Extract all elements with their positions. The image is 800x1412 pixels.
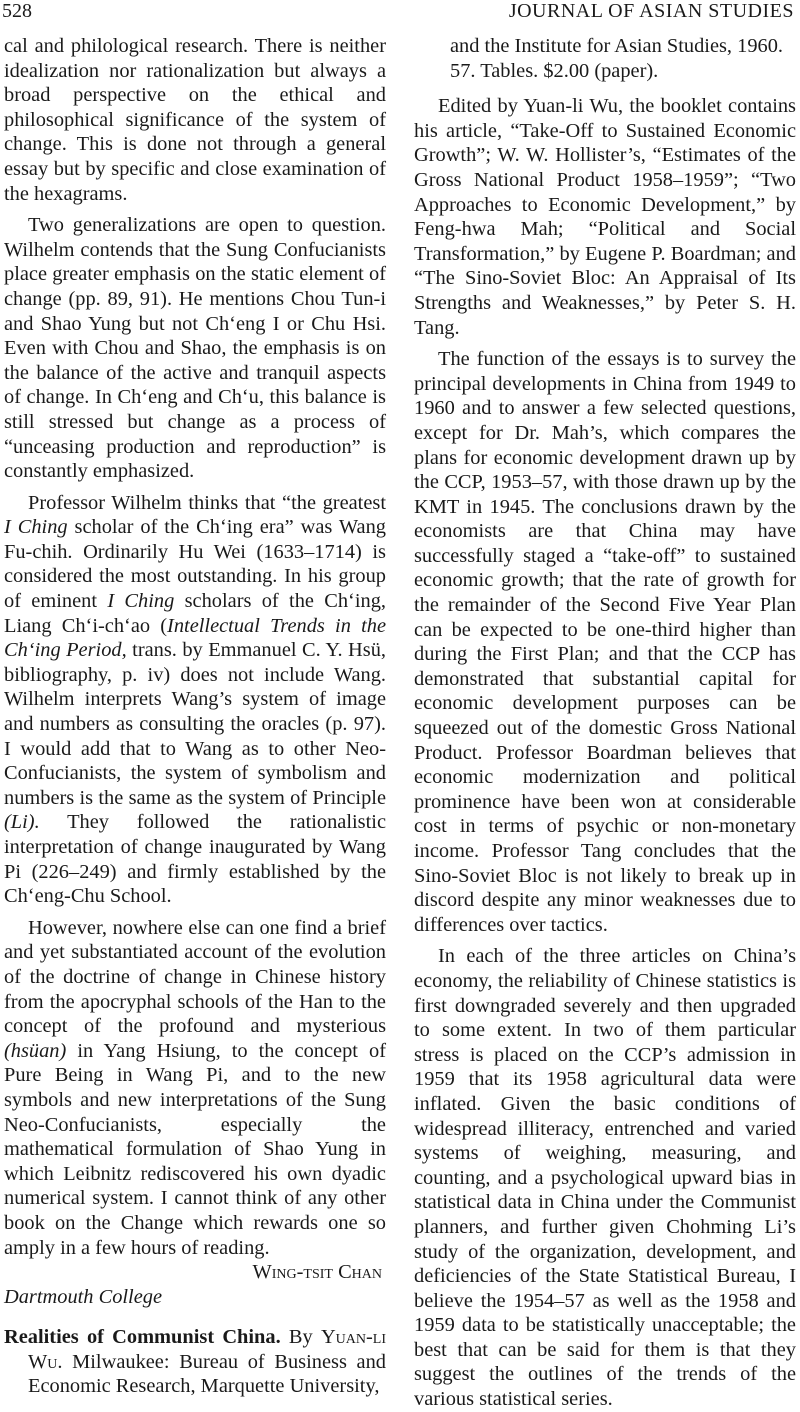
left-column — [4, 34, 386, 1399]
review-heading: Realities of Communist China. By Yuan-li Wu. Milwaukee: Bureau of Business and Economic Research, Marquette University, — [4, 1326, 386, 1398]
page-number: 528 — [2, 0, 32, 22]
publication-details: 57. Tables. $2.00 (paper). — [450, 59, 659, 82]
publication-details: and the Institute for Asian Studies, 1960. — [450, 35, 784, 57]
paragraph: Edited by Yuan-li Wu, the booklet contains his article, “Take-Off to Sustained Economic Growth”; W. W. Hollister’s, “Estimates of the Gross National Product 1958–1959”; “Two Approaches to Economic Development,” by Feng-hwa Mah; “Political and Social Transformation,” by Eugene P. Boardman; and “The Sino-Soviet Bloc: An Appraisal of Its Strengths and Weaknesses,” by Peter S. H. Tang. — [414, 95, 796, 339]
reviewer-signature: Wing-tsit Chan — [252, 1261, 382, 1284]
running-header — [0, 0, 800, 30]
right-column — [414, 34, 796, 1412]
paragraph: Professor Wilhelm thinks that “the greatest I Ching scholar of the Ch‘ing era” was Wang Fu-chih. Ordinarily Hu Wei (1633–1714) is considered the most outstanding. In his group of eminent I Ching scholars of the Ch‘ing, Liang Ch‘i-ch‘ao (Intellectual Trends in the Ch‘ing Period, trans. by Emmanuel C. Y. Hsü, bibliography, p. iv) does not include Wang. Wilhelm interprets Wang’s system of image and numbers as consulting the oracles (p. 97). I would add that to Wang as to other Neo-Confucianists, the system of symbolism and numbers is the same as the system of Principle (Li). They followed the rationalistic interpretation of change inaugurated by Wang Pi (226–249) and firmly established by the Ch‘eng-Chu School. — [4, 491, 386, 908]
paragraph: cal and philological research. There is neither idealization nor rationalization but always a broad perspective on the ethical and philosophical significance of the system of change. This is done not through a general essay but by specific and close examination of the hexagrams. — [4, 35, 386, 205]
reviewer-affiliation: Dartmouth College — [4, 1285, 163, 1308]
book-title: Realities of Communist China. — [4, 1326, 281, 1349]
paragraph: However, nowhere else can one find a brief and yet substantiated account of the evolution of the doctrine of change in Chinese history from the apocryphal schools of the Han to the concept of the profound and mysterious (hsüan) in Yang Hsiung, to the concept of Pure Being in Wang Pi, and to the new symbols and new interpretations of the Sung Neo-Confucianists, especially the mathematical formulation of Shao Yung in which Leibnitz rediscovered his own dyadic numerical system. I cannot think of any other book on the Change which rewards one so amply in a few hours of reading. — [4, 916, 386, 1259]
paragraph: In each of the three articles on China’s economy, the reliability of Chinese statistics is first downgraded severely and then upgraded to some extent. In two of them particular stress is placed on the CCP’s admission in 1959 that its 1958 agricultural data were inflated. Given the basic conditions of widespread illiteracy, entrenched and varied systems of weighing, measuring, and counting, and a psychological upward bias in statistical data in China under the Communist planners, and further given Chohming Li’s study of the organization, development, and deficiencies of the State Statistical Bureau, I believe the 1954–57 as well as the 1958 and 1959 data to be statistically unacceptable; the best that can be said for them is that they suggest the outlines of the trends of the various statistical series. — [414, 945, 796, 1411]
paragraph: The function of the essays is to survey the principal developments in China from 1949 to 1960 and to answer a few selected questions, except for Dr. Mah’s, which compares the plans for economic development drawn up by the CCP, 1953–57, with those drawn up by the KMT in 1945. The conclusions drawn by the economists are that China may have successfully staged a “take-off” to sustained economic growth; that the rate of growth for the remainder of the Second Five Year Plan can be expected to be one-third higher than during the First Plan; and that the CCP has demonstrated that substantial capital for economic development purposes can be squeezed out of the domestic Gross National Product. Professor Boardman believes that economic modernization and political prominence have been won at considerable cost in terms of psychic or non-monetary income. Professor Tang concludes that the Sino-Soviet Bloc is not likely to break up in discord despite any minor weaknesses due to differences over tactics. — [414, 348, 796, 936]
book-author: Yuan-li Wu. — [28, 1326, 386, 1373]
paragraph: Two generalizations are open to question. Wilhelm contends that the Sung Confucianists place greater emphasis on the static element of change (pp. 89, 91). He mentions Chou Tun-i and Shao Yung but not Ch‘eng I or Chu Hsi. Even with Chou and Shao, the emphasis is on the balance of the active and tranquil aspects of change. In Ch‘eng and Ch‘u, this balance is still stressed but change as a process of “unceasing production and reproduction” is constantly emphasized. — [4, 214, 386, 483]
journal-title: JOURNAL OF ASIAN STUDIES — [508, 0, 794, 22]
